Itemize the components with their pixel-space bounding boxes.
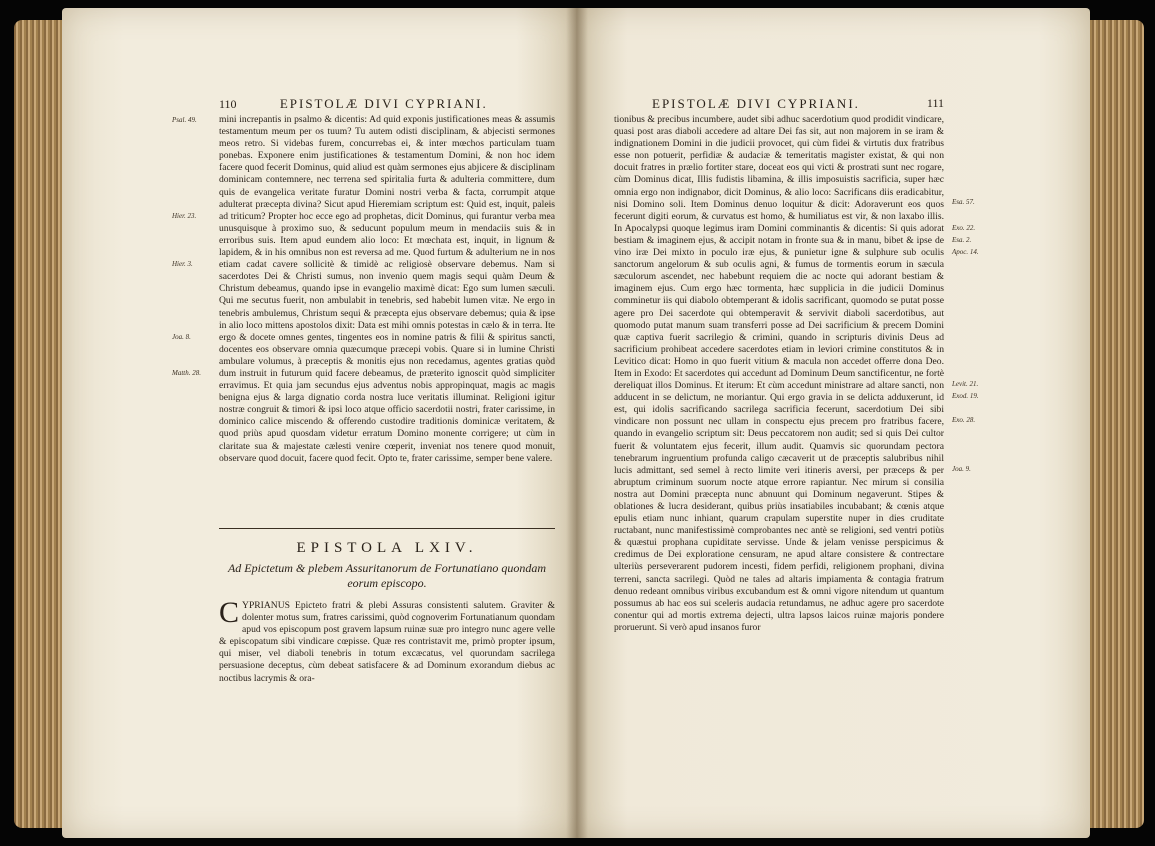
right-running-title: EPISTOLÆ DIVI CYPRIANI. [652, 96, 860, 111]
epistle-title: EPISTOLA LXIV. [296, 540, 478, 556]
margin-note: Apoc. 14. [952, 248, 979, 256]
right-page-edges [1086, 20, 1144, 828]
open-book [14, 8, 1144, 838]
margin-note: Levit. 21. [952, 380, 979, 388]
margin-note: Psal. 49. [172, 116, 197, 124]
right-body-text: tionibus & precibus incumbere, audet sibi adhuc sacerdotium quod prodidit vindicare, quasi post aras diaboli accedere ad altare Dei fas sit, aut non majorem in se iram & indignationem Domini in die judicii provocet, qui cùm fidei & virtutis dux fratribus esse non potuerit, perfidiæ & audaciæ & temeritatis magister existat, & qui non docuit fratres in prælio fortiter stare, doceat eos qui victi & prostrati sunt nec rogare, cùm Dominus dicat, Illis fudistis libamina, & illis imposuistis sacrificia, super hæc omnia ergo non indignabor, dicit Dominus, & alio loco: Sacrificans diis eradicabitur, nisi Domino soli. Item Dominus denuo loquitur & dicit: Adoraverunt eos quos fecerunt digiti eorum, & curvatus est homo, & humiliatus est vir, & non laxabo illis. In Apocalypsi quoque legimus iram Domini comminantis & dicentis: Si quis adorat bestiam & imaginem ejus, & accipit notam in fronte sua & in manu, bibet & ipse de vino iræ Dei mixto in poculo iræ ejus, & punietur igne & sulphure sub oculis sanctorum angelorum & sub oculis agni, & fumus de tormentis eorum in sæcula sæculorum ascendet, nec habebunt requiem die ac nocte qui adorant bestiam & imaginem ejus. Cum ergo hæc tormenta, hæc supplicia in die judicii Dominus comminetur iis qui diabolo obtemperant & idolis sacrificant, quomodo se putat posse agere pro Dei sacerdote qui obtemperavit & servivit diaboli sacerdotibus, aut quomodo putat manum suam transferri posse ad Dei sacrificium & precem Domini quæ captiva fuerit sacrilegio & crimini, quando in scripturis divinis Deus ad sacrificium prohibeat accedere sacerdotes etiam in leviori crimine constitutos & in Levitico dicat: Homo in quo fuerit vitium & macula non accedet offerre dona Deo. Item in Exodo: Et sacerdotes qui accedunt ad Dominum Deum sanctificentur, ne fortè dereliquat illos Dominus. Et iterum: Et cùm accedunt ministrare ad altare sancti, non adducent in se delictum, ne moriantur. Qui ergo gravia in se delicta adduxerunt, id est, qui idolis sacrificando sacrilega sacrificia fecerunt, sacerdotium Dei sibi vindicare non possunt nec ullam in conspectu ejus precem pro fratribus facere, quando in evangelio scriptum sit: Deus peccatorem non audit; sed si quis Dei cultor fuerit & voluntatem ejus fecerit, illum audit. Quamvis sic quorundam pectora tenebrarum ingruentium profunda caligo cæcaverit ut de præceptis salubribus nihil lucis admittant, sed semel à recto limite veri itineris aversi, per præceps & per abruptum criminum suorum nocte atque errore rapiantur. Nec mirum si consilia nostra aut Domini præcepta nunc abnuunt qui Dominum negaverunt. Stipes & oblationes & lucra desiderant, quibus priùs insatiabiles incubabant; & cœnis atque epulis etiam nunc inhiant, quarum crapulam superstite nuper in dies cruditate ructabant, nunc manifestissimè comprobantes nec antè se religioni, sed ventri potiùs & quæstui prophana cupiditate servisse. Unde & jelam venisse perspicimus & credimus de Dei exploratione censuram, ne apud altare consistere & contrectare ulteriùs perseverarent pudorem incesti, fidem perfidi, religionem prophani, divina terreni, sancta sacrilegi. Quòd ne tales ad altaris impiamenta & contagia fratrum denuo redeant omnibus viribus excubandum est & omni vigore nitendum ut quantum possumus ab hac eos sui sceleris audacia retundamus, ne adhuc agere pro sacerdote conentur qui ad mortis extrema dejecti, ultra lapsos laicos ruinæ majoris pondere proruerunt. Si verò apud insanos furor [614, 114, 944, 633]
left-running-title: EPISTOLÆ DIVI CYPRIANI. [279, 96, 488, 111]
epistle-intro [219, 596, 555, 685]
right-running-head [652, 96, 944, 112]
drop-cap: C [219, 596, 240, 629]
margin-note: Esa. 57. [952, 198, 975, 206]
right-page [576, 8, 1090, 838]
book-gutter [566, 8, 588, 838]
margin-note: Esa. 2. [952, 236, 972, 244]
margin-note: Exo. 28. [952, 416, 976, 424]
margin-note: Hier. 23. [172, 212, 197, 220]
left-body-text: mini increpantis in psalmo & dicentis: Ad quid exponis justificationes meas & assumis testamentum meum per os tuum? Tu autem odisti disciplinam, & abjecisti sermones meos retro. Si videbas furem, concurrebas ei, & inter mœchos particulam tuam ponebas. Exponere enim justificationes & testamentum Domini, & non hoc idem facere quod fecerit Dominus, quid aliud est quàm sermones ejus abjicere & disciplinam dominicam contemnere, nec terrena sed spiritalia furta & adulteria committere, dum quis de evangelica veritate furatur Domini nostri verba & facta, corrumpit atque adulterat præcepta divina? Sicut apud Hieremiam scriptum est: Quid est, inquit, paleis ad triticum? Propter hoc ecce ego ad prophetas, dicit Dominus, qui furantur verba mea unusquisque à proximo suo, & seducunt populum meum in mendaciis suis & in erroribus suis. Item apud eundem alio loco: Et mœchata est, inquit, in lignum & lapidem, & in his omnibus non est reversa ad me. Quod furtum & adulterium ne in nos etiam cadat cavere sollicitè & timidè ac religiosè observare debemus. Nam si sacerdotes Dei & Christi sumus, non invenio quem magis sequi quàm Deum & Christum debeamus, quando ipse in evangelio maximè dicat: Ego sum lumen sæculi. Qui me secutus fuerit, non ambulabit in tenebris, sed habebit lumen vitæ. Ne ergo in tenebris ambulemus, Christum sequi & præcepta ejus observare debemus; quia & ipse in alio loco mittens apostolos dixit: Data est mihi omnis potestas in cælo & in terra. Ite ergo & docete omnes gentes, tingentes eos in nomine patris & filii & spiritus sancti, docentes eos observare omnia quæcumque præcepi vobis. Quare si in lumine Christi ambulare volumus, à præceptis & monitis ejus non recedamus, agentes gratias quòd dum instruit in futurum quid facere debeamus, de præterito ignoscit quòd simpliciter erravimus. Et quia jam secundus ejus adventus nobis appropinquat, magis ac magis benigna ejus & larga dignatio corda nostra luce veritatis illuminat. Religioni igitur nostræ congruit & timori & ipsi loco atque officio sacerdotii nostri, frater carissime, in dominico calice miscendo & offerendo custodire traditionis dominicæ veritatem, & quod priùs apud quosdam videtur erratum Domino monente corrigere; ut cùm in claritate sua & majestate cælesti venire cœperit, inveniat nos tenere quod monuit, observare quod docuit, facere quod fecit. Opto te, frater carissime, semper bene valere. [219, 114, 555, 464]
epistle-subtitle: Ad Epictetum & plebem Assuritanorum de Fortunatiano quondam eorum episcopo. [227, 561, 547, 590]
margin-note: Joa. 8. [172, 333, 191, 341]
left-page-body [219, 114, 555, 465]
intro-text: YPRIANUS Epicteto fratri & plebi Assuras consistenti salutem. Graviter & dolenter motus sum, fratres carissimi, quòd cognoverim Fortunatianum quondam apud vos episcopum post gravem lapsum ruinæ suæ pro integro nunc agere velle & episcopatum sibi vindicare cœpisse. Quæ res contristavit me, primò propter ipsum, qui miser, vel diaboli tenebris in totum excæcatus, vel quorundam sacrilega persuasione deceptus, cùm debeat satisfacere & ad Dominum exorandum diebus ac noctibus lacrymis & ora- [219, 600, 555, 684]
left-running-head [219, 96, 555, 112]
left-page-number: 110 [219, 97, 237, 111]
right-page-body [614, 114, 944, 634]
margin-note: Matth. 28. [172, 369, 201, 377]
left-page [62, 8, 578, 838]
margin-note: Exo. 22. [952, 224, 976, 232]
margin-note: Hier. 3. [172, 260, 193, 268]
section-rule [219, 528, 555, 529]
right-page-number: 111 [926, 96, 944, 110]
margin-note: Exod. 19. [952, 392, 979, 400]
margin-note: Joa. 9. [952, 465, 971, 473]
